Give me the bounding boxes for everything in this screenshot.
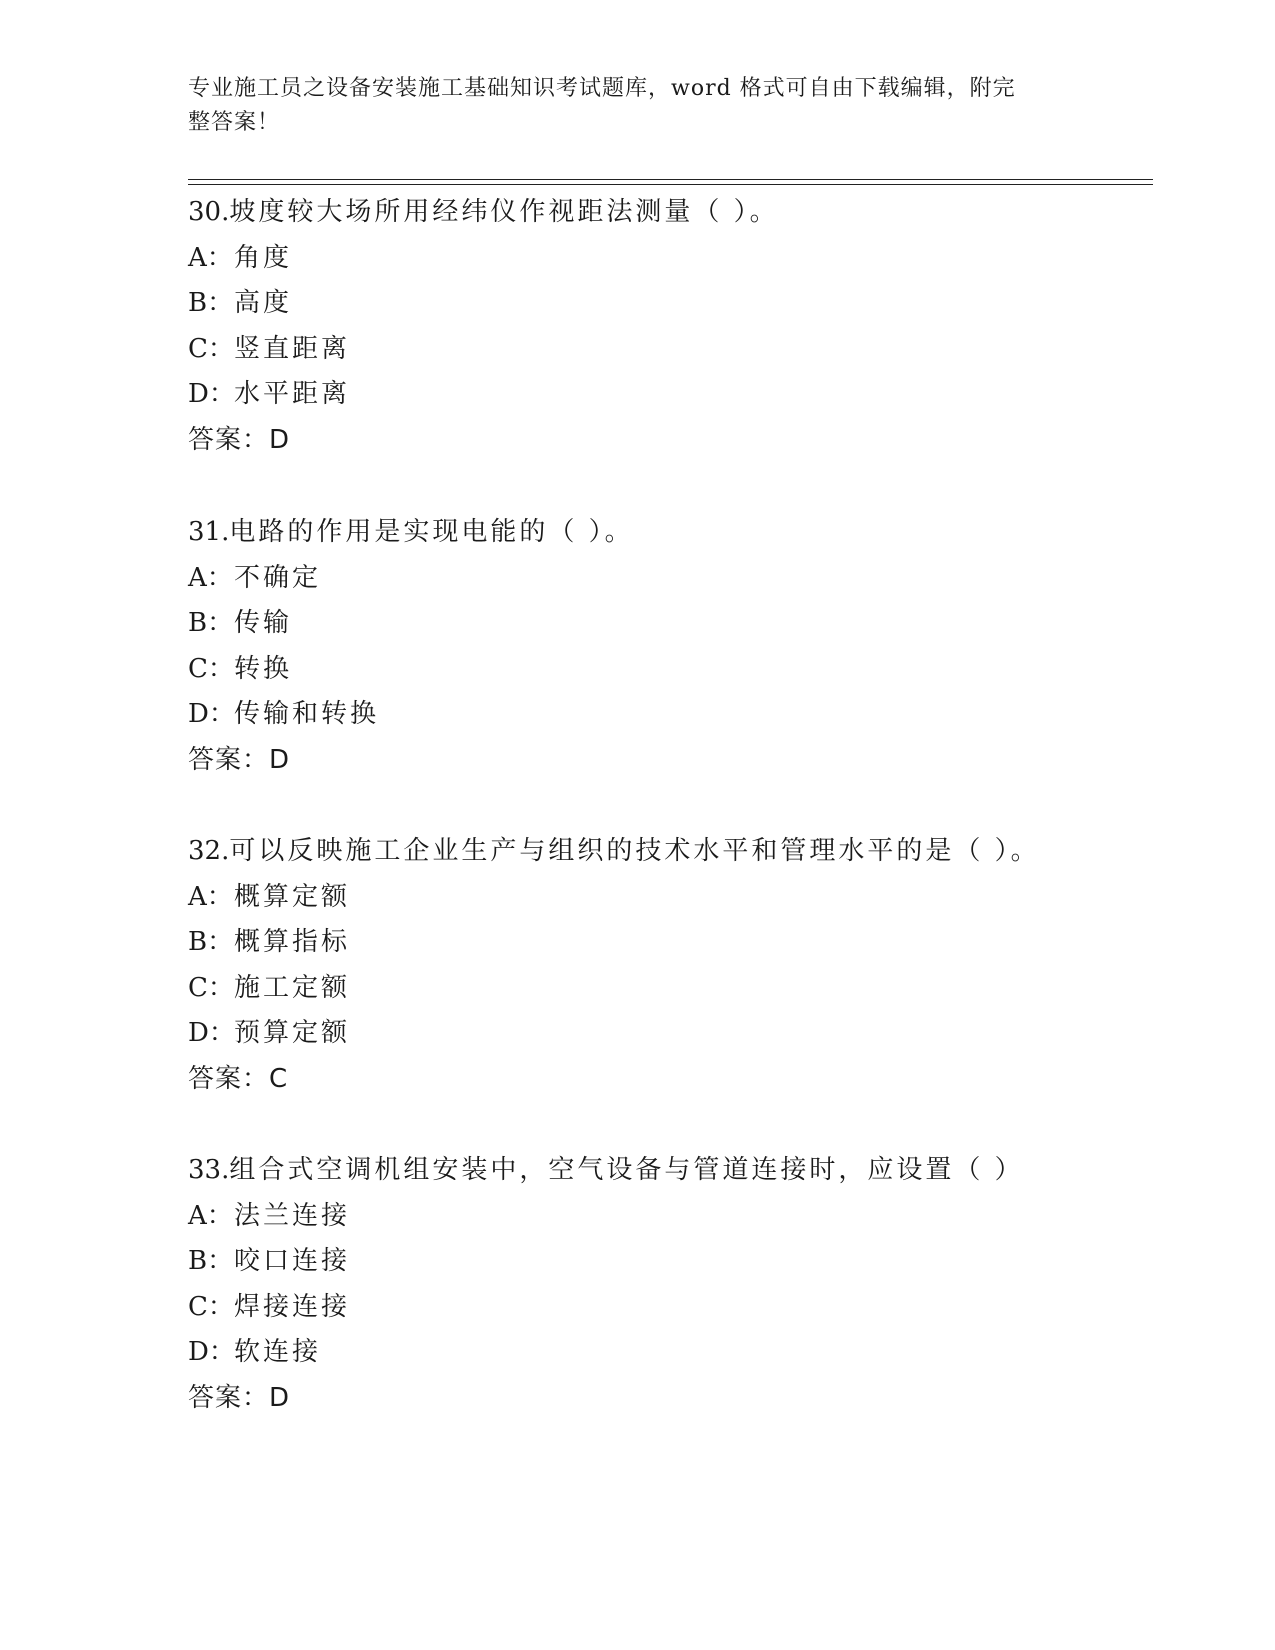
option-text: 传输 bbox=[234, 608, 293, 638]
option-text: 转换 bbox=[234, 653, 293, 684]
option-text: 预算定额 bbox=[234, 1018, 351, 1048]
option-text: 角度 bbox=[234, 242, 293, 273]
answer-line: 答案：D bbox=[188, 744, 291, 775]
option-key: B： bbox=[188, 1246, 234, 1276]
answer-line: 答案：C bbox=[188, 1063, 289, 1094]
document-header-note bbox=[188, 72, 1068, 140]
option-text: 概算指标 bbox=[234, 927, 351, 957]
question-text: 坡度较大场所用经纬仪作视距法测量（ ）。 bbox=[229, 197, 779, 227]
option-text: 施工定额 bbox=[234, 972, 351, 1003]
header-note-line-2: 整答案！ bbox=[188, 110, 281, 135]
question-stem bbox=[188, 1148, 1148, 1194]
question-block-31 bbox=[188, 510, 1148, 783]
option-c bbox=[188, 327, 1148, 373]
option-text: 不确定 bbox=[234, 562, 322, 593]
question-text: 组合式空调机组安装中，空气设备与管道连接时，应设置（ ） bbox=[229, 1155, 1024, 1185]
question-block-33 bbox=[188, 1148, 1148, 1421]
question-stem bbox=[188, 190, 1148, 236]
option-a bbox=[188, 1194, 1148, 1240]
option-c bbox=[188, 1285, 1148, 1331]
header-divider-bottom bbox=[188, 184, 1153, 185]
option-key: B： bbox=[188, 608, 234, 638]
option-text: 法兰连接 bbox=[234, 1200, 351, 1231]
question-block-30 bbox=[188, 190, 1148, 463]
option-text: 竖直距离 bbox=[234, 333, 351, 364]
option-text: 焊接连接 bbox=[234, 1291, 351, 1322]
question-number: 31. bbox=[188, 517, 230, 547]
header-divider-top bbox=[188, 179, 1153, 180]
option-key: C： bbox=[188, 333, 234, 364]
option-text: 咬口连接 bbox=[234, 1246, 351, 1276]
option-b bbox=[188, 920, 1148, 966]
question-text: 可以反映施工企业生产与组织的技术水平和管理水平的是（ ）。 bbox=[229, 836, 1040, 866]
option-key: A： bbox=[188, 562, 233, 593]
option-text: 传输和转换 bbox=[234, 699, 380, 729]
option-key: D： bbox=[188, 1018, 235, 1048]
option-key: A： bbox=[188, 881, 233, 912]
option-key: D： bbox=[188, 699, 235, 729]
question-block-32 bbox=[188, 829, 1148, 1102]
option-c bbox=[188, 647, 1148, 693]
option-key: B： bbox=[188, 288, 234, 318]
question-number: 30. bbox=[188, 197, 230, 227]
option-key: B： bbox=[188, 927, 234, 957]
option-key: C： bbox=[188, 653, 234, 684]
option-d bbox=[188, 1011, 1148, 1057]
option-key: C： bbox=[188, 1291, 234, 1322]
option-text: 水平距离 bbox=[234, 379, 351, 409]
option-key: A： bbox=[188, 242, 233, 273]
question-stem bbox=[188, 510, 1148, 556]
option-a bbox=[188, 556, 1148, 602]
question-number: 32. bbox=[188, 836, 230, 866]
option-key: D： bbox=[188, 1337, 235, 1367]
option-c bbox=[188, 966, 1148, 1012]
option-d bbox=[188, 1330, 1148, 1376]
question-stem bbox=[188, 829, 1148, 875]
option-text: 软连接 bbox=[234, 1337, 322, 1367]
option-a bbox=[188, 236, 1148, 282]
header-note-line-1: 专业施工员之设备安装施工基础知识考试题库，word 格式可自由下载编辑，附完 bbox=[188, 76, 1016, 101]
option-text: 高度 bbox=[234, 288, 293, 318]
option-b bbox=[188, 601, 1148, 647]
option-d bbox=[188, 372, 1148, 418]
option-key: A： bbox=[188, 1200, 233, 1231]
option-b bbox=[188, 1239, 1148, 1285]
option-a bbox=[188, 875, 1148, 921]
option-d bbox=[188, 692, 1148, 738]
answer-line: 答案：D bbox=[188, 424, 291, 455]
question-text: 电路的作用是实现电能的（ ）。 bbox=[229, 517, 634, 547]
option-text: 概算定额 bbox=[234, 881, 351, 912]
answer-line: 答案：D bbox=[188, 1382, 291, 1413]
question-number: 33. bbox=[188, 1155, 230, 1185]
option-b bbox=[188, 281, 1148, 327]
option-key: C： bbox=[188, 972, 234, 1003]
option-key: D： bbox=[188, 379, 235, 409]
